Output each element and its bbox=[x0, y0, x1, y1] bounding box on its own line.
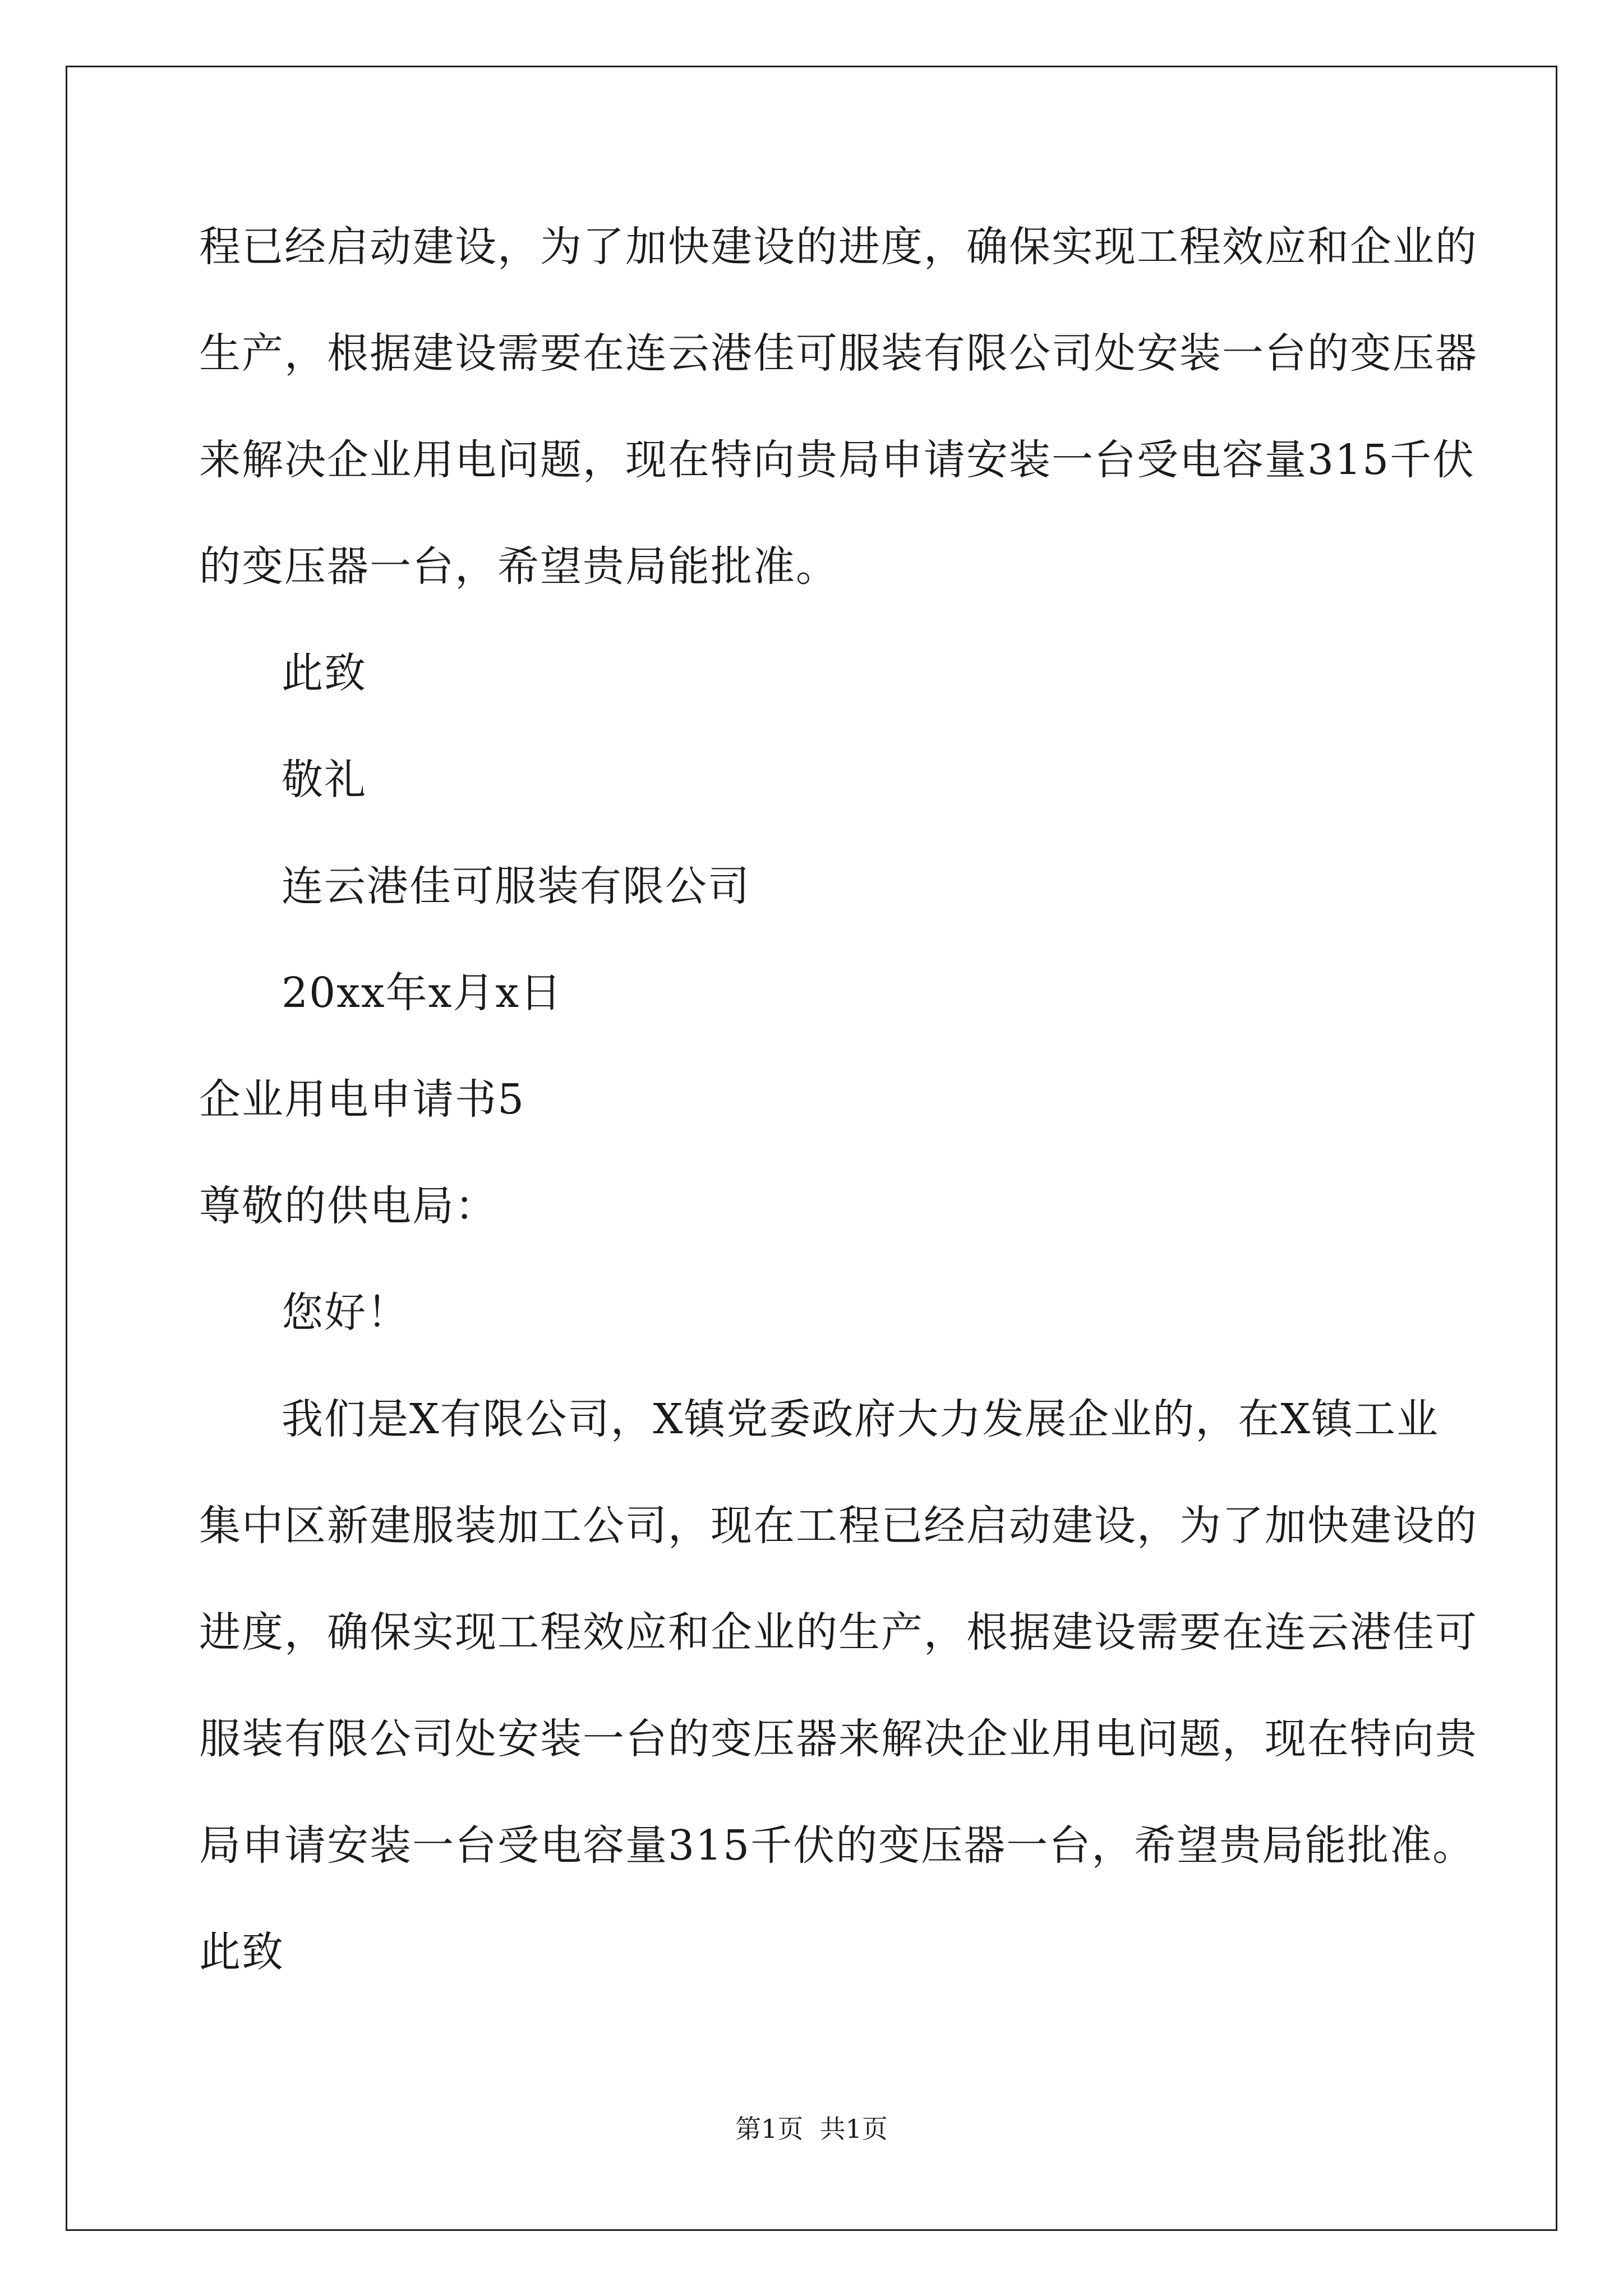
paragraph-line: 进度，确保实现工程效应和企业的生产，根据建设需要在连云港佳可 bbox=[199, 1608, 1478, 1657]
closing-salutation: 此致 bbox=[282, 649, 367, 697]
document-body bbox=[199, 205, 1478, 2017]
closing-regards: 敬礼 bbox=[282, 756, 367, 804]
signature-date: 20xx年x月x日 bbox=[282, 969, 563, 1017]
paragraph-line: 服装有限公司处安装一台的变压器来解决企业用电问题，现在特向贵 bbox=[199, 1715, 1478, 1763]
letter-addressee: 尊敬的供电局： bbox=[199, 1182, 497, 1230]
paragraph-line: 来解决企业用电问题，现在特向贵局申请安装一台受电容量315千伏 bbox=[199, 436, 1476, 484]
page-number-footer: 第1页 共1页 bbox=[735, 2114, 888, 2144]
paragraph-line: 程已经启动建设，为了加快建设的进度，确保实现工程效应和企业的 bbox=[199, 223, 1478, 271]
letter-greeting: 您好！ bbox=[282, 1289, 409, 1337]
paragraph-line: 我们是X有限公司，X镇党委政府大力发展企业的，在X镇工业 bbox=[282, 1395, 1440, 1443]
signature-company: 连云港佳可服装有限公司 bbox=[282, 862, 750, 910]
paragraph-line: 局申请安装一台受电容量315千伏的变压器一台，希望贵局能批准。 bbox=[199, 1821, 1476, 1870]
section-title: 企业用电申请书5 bbox=[199, 1075, 525, 1124]
paragraph-line: 集中区新建服装加工公司，现在工程已经启动建设，为了加快建设的 bbox=[199, 1502, 1478, 1550]
paragraph-line: 的变压器一台，希望贵局能批准。 bbox=[199, 542, 838, 591]
closing-salutation: 此致 bbox=[199, 1928, 284, 1976]
paragraph-line: 生产，根据建设需要在连云港佳可服装有限公司处安装一台的变压器 bbox=[199, 329, 1478, 378]
